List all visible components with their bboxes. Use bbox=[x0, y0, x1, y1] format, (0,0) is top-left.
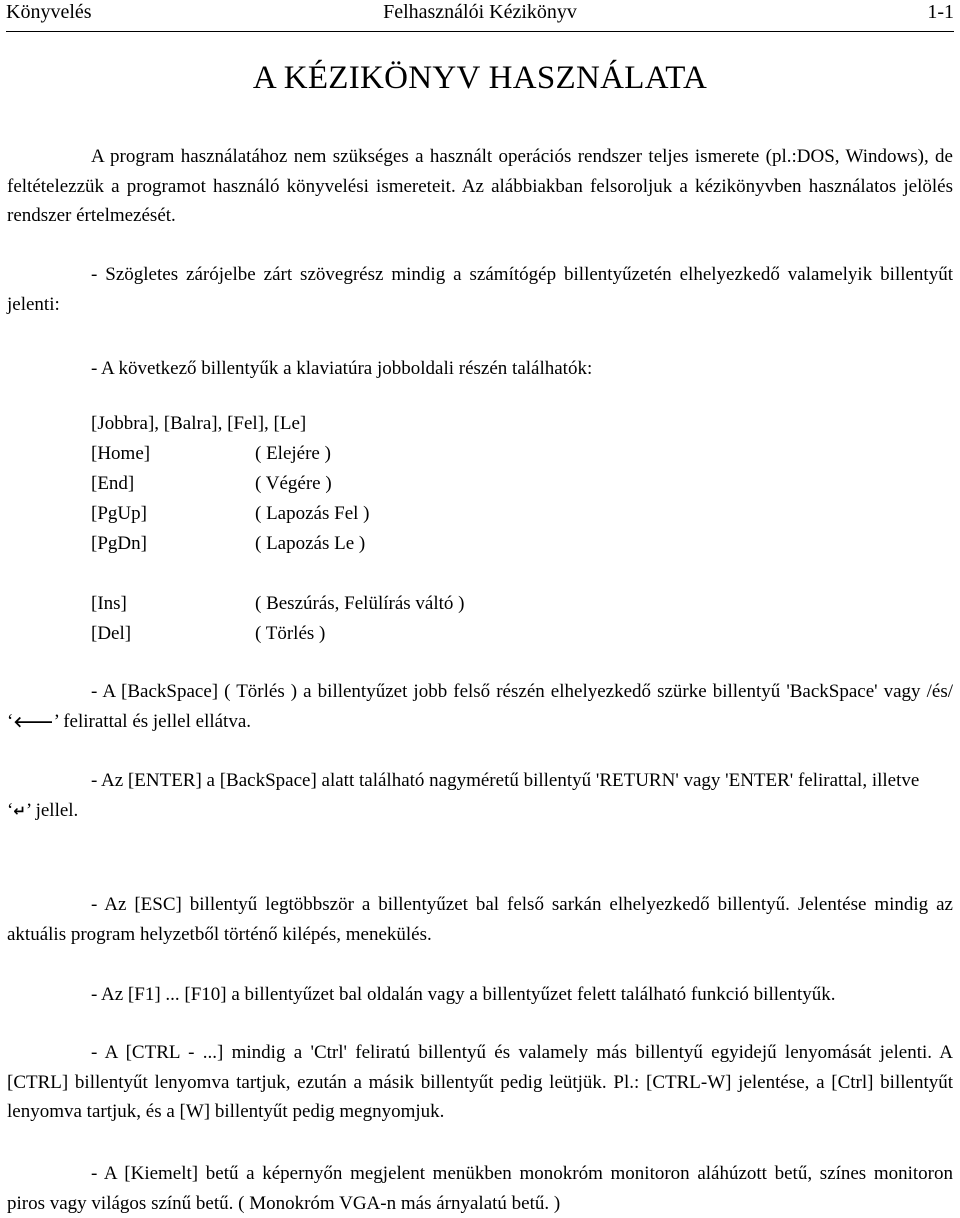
enter-text-start: - Az [ENTER] a [BackSpace] alatt található nagyméretű billentyű 'RETURN' vagy 'ENTER' felirattal, illetve bbox=[91, 770, 920, 791]
page-header bbox=[6, 0, 954, 32]
arrow-keys-line: [Jobbra], [Balra], [Fel], [Le] bbox=[91, 413, 307, 434]
ctrl-paragraph: - A [CTRL - ...] mindig a 'Ctrl' feliratú billentyű és valamely más billentyű egyidejű lenyomását jelenti. A [CTRL] billentyűt lenyomva tartjuk, ezután a másik billentyűt pedig leütjük. Pl.: [CTRL-W] jelentése, a [Ctrl] billentyűt lenyomva tartjuk, és a [W] billentyűt pedig megnyomjuk. bbox=[7, 1042, 953, 1122]
function-keys-paragraph: - Az [F1] ... [F10] a billentyűzet bal oldalán vagy a billentyűzet felett található funkció billentyűk. bbox=[91, 984, 836, 1005]
right-keys-note: - A következő billentyűk a klaviatúra jobboldali részén találhatók: bbox=[91, 358, 593, 379]
key-description: ( Lapozás Le ) bbox=[255, 533, 366, 554]
key-description: ( Lapozás Fel ) bbox=[255, 503, 370, 524]
return-arrow-icon: ↵ bbox=[13, 801, 26, 820]
enter-text-end: ’ jellel. bbox=[25, 799, 79, 821]
header-manual-title: Felhasználói Kézikönyv bbox=[383, 1, 577, 23]
bracket-note-paragraph: - Szögletes zárójelbe zárt szövegrész mindig a számítógép billentyűzetén elhelyezkedő valamelyik billentyűt jelenti: bbox=[7, 264, 953, 315]
highlight-paragraph: - A [Kiemelt] betű a képernyőn megjelent menükben monokróm monitoron aláhúzott betű, színes monitoron piros vagy világos színű betű. ( Monokróm VGA-n más árnyalatú betű. ) bbox=[7, 1163, 953, 1214]
enter-paragraph bbox=[7, 766, 953, 826]
key-description: ( Végére ) bbox=[255, 473, 332, 494]
key-name: [Ins] bbox=[91, 593, 127, 614]
backspace-text-start: - A [BackSpace] ( Törlés ) a billentyűzet jobb felső részén elhelyezkedő szürke billentyű 'BackSpace' vagy /és/ ‘ bbox=[7, 681, 953, 732]
header-section-name: Könyvelés bbox=[6, 1, 92, 23]
key-name: [Del] bbox=[91, 623, 132, 644]
key-name: [PgUp] bbox=[91, 503, 147, 524]
page-title: A KÉZIKÖNYV HASZNÁLATA bbox=[252, 60, 708, 96]
key-name: [Home] bbox=[91, 443, 151, 464]
left-arrow-icon: 🡐 bbox=[13, 712, 54, 731]
header-page-number: 1-1 bbox=[927, 1, 954, 23]
backspace-text-end: ’ felirattal és jellel ellátva. bbox=[53, 710, 252, 732]
key-description: ( Törlés ) bbox=[255, 623, 326, 644]
key-name: [End] bbox=[91, 473, 135, 494]
key-description: ( Elejére ) bbox=[255, 443, 331, 464]
intro-paragraph: A program használatához nem szükséges a használt operációs rendszer teljes ismerete (pl.:DOS, Windows), de feltételezzük a programot használó könyvelési ismereteit. Az alábbiakban felsoroljuk a kézikönyvben használatos jelölés rendszer értelmezését. bbox=[7, 146, 953, 226]
esc-paragraph: - Az [ESC] billentyű legtöbbször a billentyűzet bal felső sarkán elhelyezkedő billentyű. Jelentése mindig az aktuális program helyzetből történő kilépés, menekülés. bbox=[7, 894, 953, 945]
backspace-paragraph bbox=[7, 677, 953, 737]
key-name: [PgDn] bbox=[91, 533, 147, 554]
key-description: ( Beszúrás, Felülírás váltó ) bbox=[255, 593, 465, 614]
enter-quote-open: ‘ bbox=[7, 799, 14, 821]
